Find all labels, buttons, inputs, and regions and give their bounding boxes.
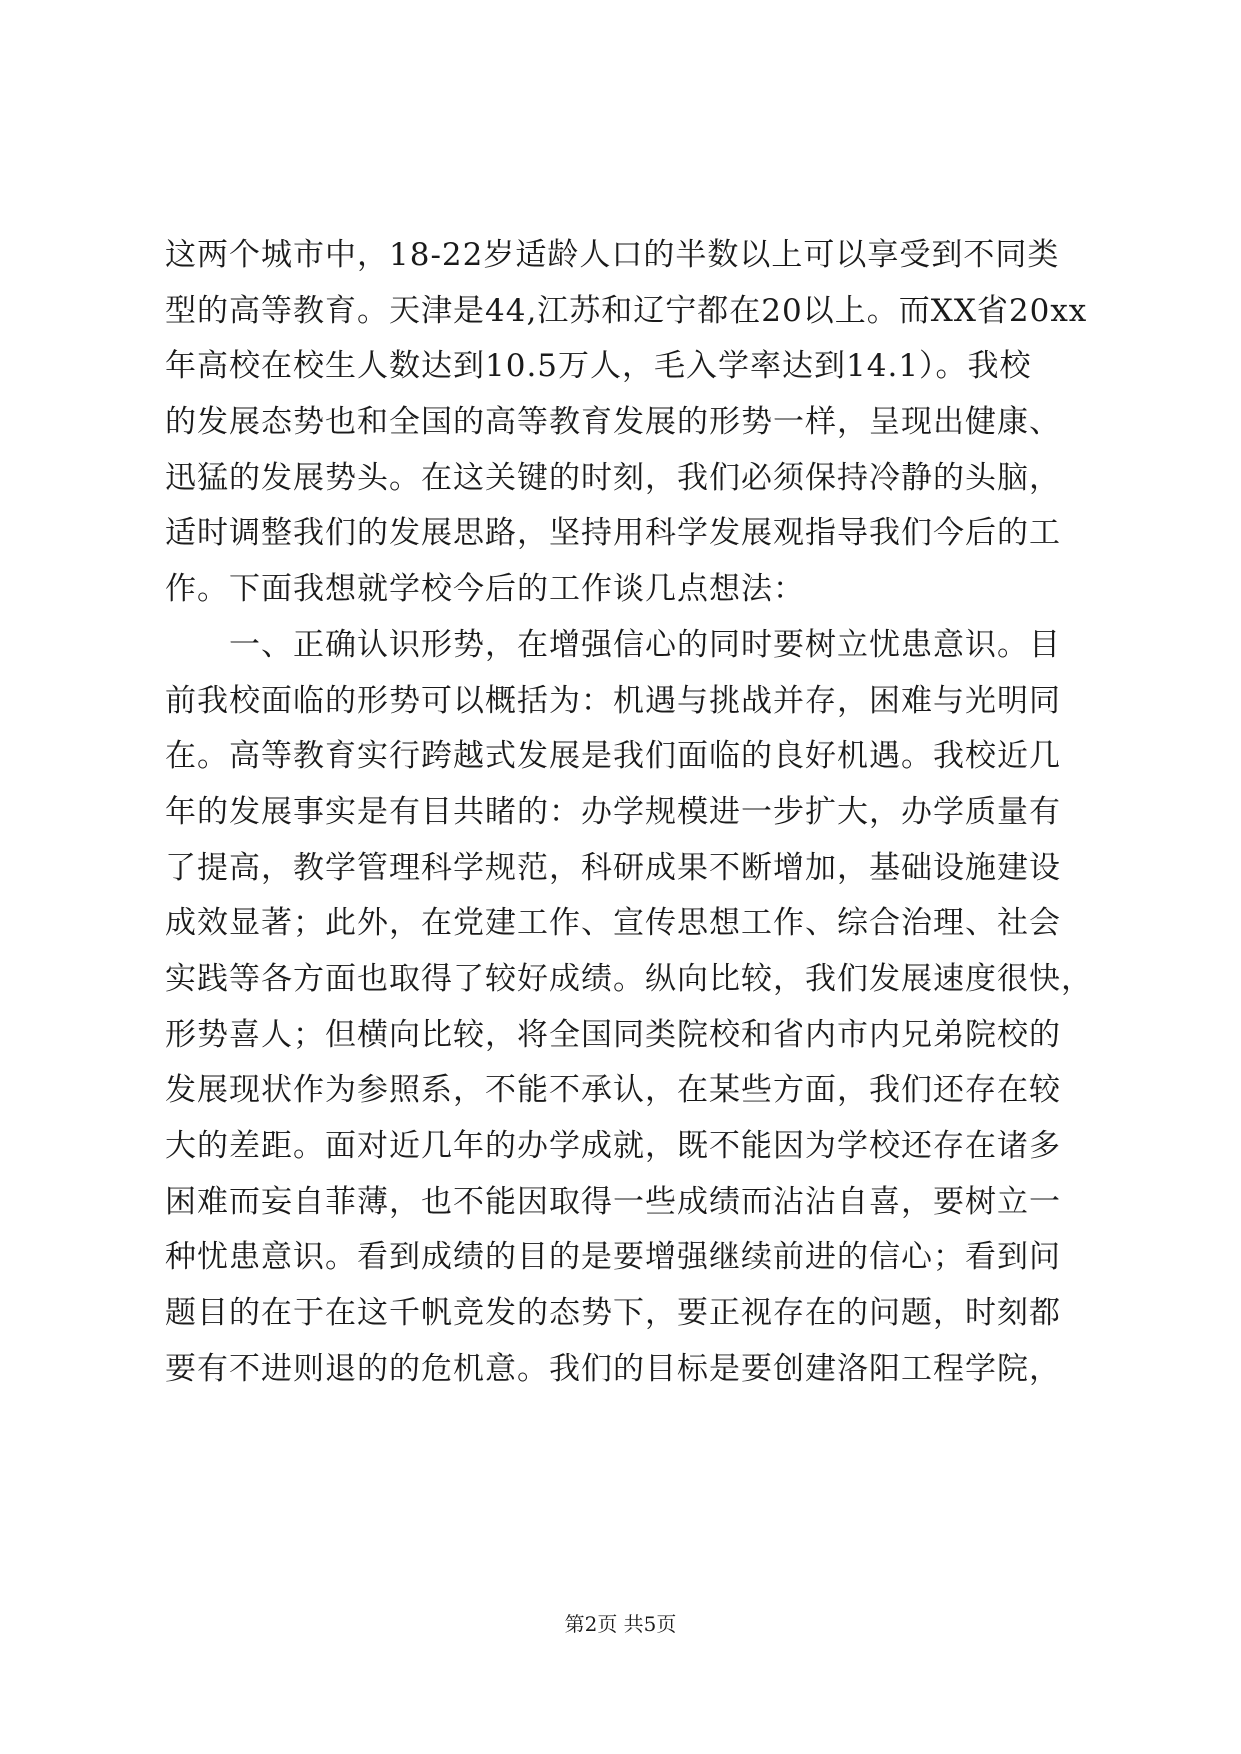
text-line: 困难而妄自菲薄，也不能因取得一些成绩而沾沾自喜，要树立一: [165, 1183, 1061, 1220]
text-line: 这两个城市中，18-22岁适龄人口的半数以上可以享受到不同类: [165, 237, 1060, 273]
text-line: 了提高，教学管理科学规范，科研成果不断增加，基础设施建设: [165, 849, 1061, 886]
text-line: 迅猛的发展势头。在这关键的时刻，我们必须保持冷静的头脑，: [165, 459, 1061, 496]
body-text: [165, 228, 1093, 1397]
text-line: 适时调整我们的发展思路，坚持用科学发展观指导我们今后的工: [165, 515, 1061, 552]
text-line: 的发展态势也和全国的高等教育发展的形势一样，呈现出健康、: [165, 404, 1061, 441]
text-line: 题目的在于在这千帆竞发的态势下，要正视存在的问题，时刻都: [165, 1295, 1061, 1332]
text-line: 一、正确认识形势，在增强信心的同时要树立忧患意识。目: [165, 626, 1061, 663]
text-line: 形势喜人；但横向比较，将全国同类院校和省内市内兄弟院校的: [165, 1016, 1061, 1053]
text-line: 要有不进则退的的危机意。我们的目标是要创建洛阳工程学院，: [165, 1350, 1061, 1387]
text-line: 种忧患意识。看到成绩的目的是要增强继续前进的信心；看到问: [165, 1239, 1061, 1276]
text-line: 成效显著；此外，在党建工作、宣传思想工作、综合治理、社会: [165, 905, 1061, 942]
text-line: 型的高等教育。天津是44,江苏和辽宁都在20以上。而XX省20xx: [165, 292, 1088, 329]
text-line: 年的发展事实是有目共睹的：办学规模进一步扩大，办学质量有: [165, 793, 1061, 830]
text-line: 发展现状作为参照系，不能不承认，在某些方面，我们还存在较: [165, 1072, 1061, 1109]
text-line: 实践等各方面也取得了较好成绩。纵向比较，我们发展速度很快，: [165, 960, 1093, 997]
text-line: 作。下面我想就学校今后的工作谈几点想法：: [165, 571, 805, 608]
page-number-label: 第2页 共5页: [564, 1612, 677, 1636]
text-line: 年高校在校生人数达到10.5万人，毛入学率达到14.1）。我校: [165, 348, 1032, 385]
page-footer: [0, 1610, 1241, 1638]
text-line: 在。高等教育实行跨越式发展是我们面临的良好机遇。我校近几: [165, 738, 1061, 775]
text-line: 前我校面临的形势可以概括为：机遇与挑战并存，困难与光明同: [165, 682, 1061, 719]
text-line: 大的差距。面对近几年的办学成就，既不能因为学校还存在诸多: [165, 1128, 1061, 1164]
